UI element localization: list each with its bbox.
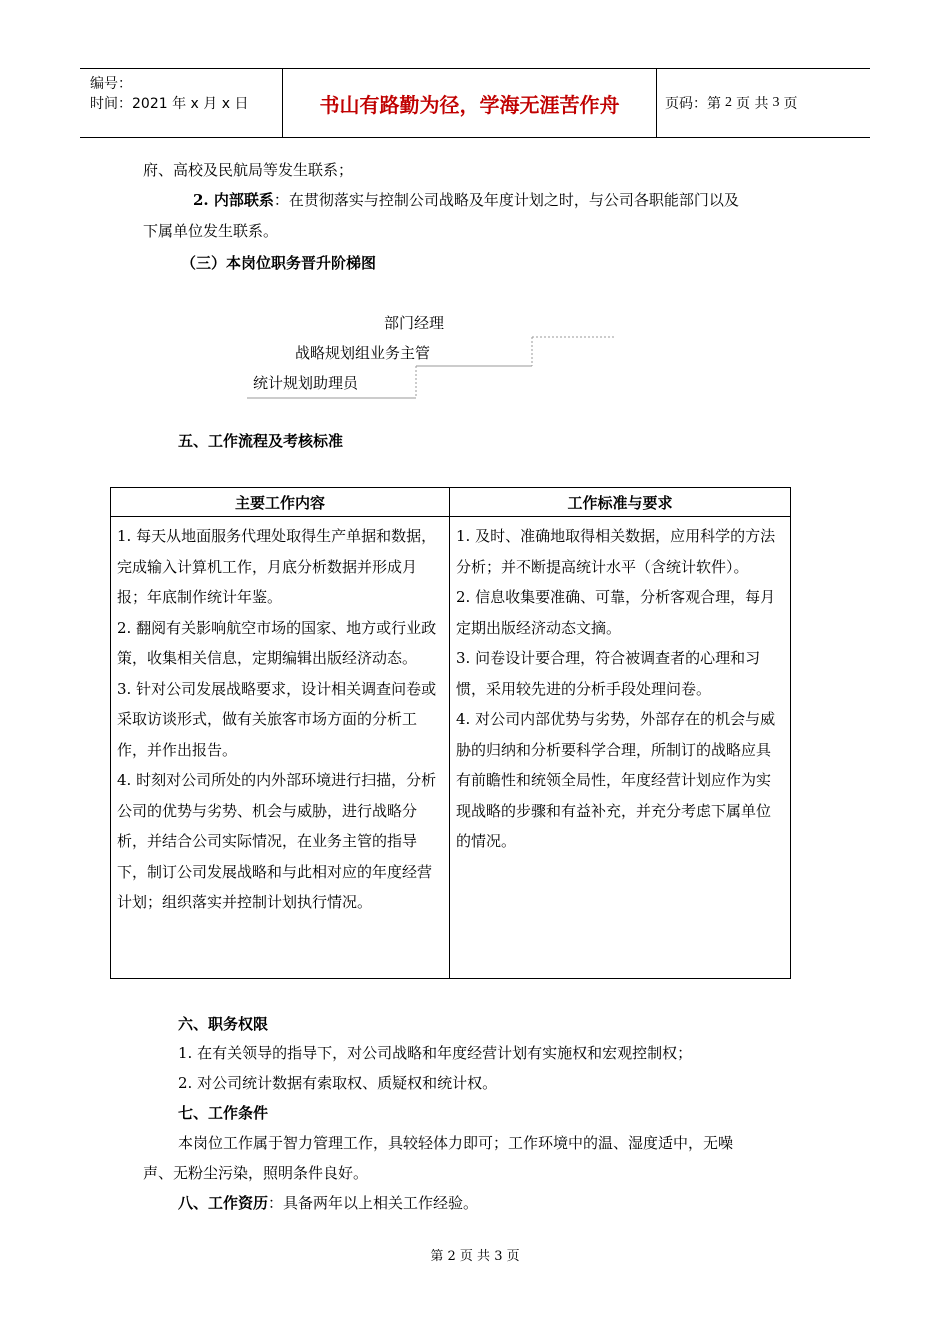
work-item: 1. 每天从地面服务代理处取得生产单据和数据，完成输入计算机工作，月底分析数据并形成月报；年底制作统计年鉴。: [117, 527, 437, 606]
page-current: 2: [725, 95, 732, 110]
work-item: 3. 针对公司发展战略要求，设计相关调查问卷或采取访谈形式，做有关旅客市场方面的分析工作，并作出报告。: [117, 679, 437, 759]
standard-item: 4. 对公司内部优势与劣势，外部存在的机会与威胁的归纳和分析要科学合理，所制订的战略应具有前瞻性和统领全局性，年度经营计划应作为实现战略的步骤和有益补充，并充分考虑下属单位的情况。: [456, 710, 776, 850]
section7-title: 七、工作条件: [178, 1104, 269, 1122]
ladder-heading: （三）本岗位职务晋升阶梯图: [181, 254, 377, 272]
qualification-line: [178, 1193, 478, 1213]
header-motto: 书山有路勤为径，学海无涯苦作舟: [283, 69, 657, 137]
standard-item: 1. 及时、准确地取得相关数据，应用科学的方法分析；并不断提高统计水平（含统计软件）。: [456, 527, 776, 576]
work-item: 4. 时刻对公司所处的内外部环境进行扫描，分析公司的优势与劣势、机会与威胁，进行战略分析，并结合公司实际情况，在业务主管的指导下，制订公司发展战略和与此相对应的年度经营计划；组织落实并控制计划执行情况。: [117, 771, 437, 911]
conditions-line-1: 本岗位工作属于智力管理工作，具较轻体力即可；工作环境中的温、湿度适中，无噪: [178, 1134, 734, 1152]
authority-item-1: 1. 在有关领导的指导下，对公司战略和年度经营计划有实施权和宏观控制权；: [178, 1044, 693, 1062]
standard-cell: [450, 517, 791, 979]
promotion-ladder: [0, 0, 950, 420]
section8-title: 八、工作资历: [178, 1194, 269, 1212]
section5-title: 五、工作流程及考核标准: [178, 432, 344, 450]
work-item: 2. 翻阅有关影响航空市场的国家、地方或行业政策，收集相关信息，定期编辑出版经济动态。: [117, 618, 437, 667]
internal-contact-text: ：在贯彻落实与控制公司战略及年度计划之时，与公司各职能部门以及: [273, 191, 739, 209]
ladder-level-middle: 战略规划组业务主管: [295, 344, 431, 362]
table-row: [111, 517, 791, 979]
standard-item: 2. 信息收集要准确、可靠，分析客观合理，每月定期出版经济动态文摘。: [456, 588, 776, 637]
col-header-work: 主要工作内容: [111, 488, 450, 517]
intro-line-1: 府、高校及民航局等发生联系；: [143, 161, 354, 179]
work-standard-table: [110, 487, 791, 979]
section6-title: 六、职务权限: [178, 1015, 269, 1033]
page-total: 3: [772, 95, 780, 110]
table-header-row: [111, 488, 791, 517]
time-label: 时间：2021 年 x 月 x 日: [90, 96, 249, 112]
internal-contact-cont: 下属单位发生联系。: [143, 222, 279, 240]
internal-contact-label: 2. 内部联系: [193, 191, 274, 209]
col-header-standard: 工作标准与要求: [450, 488, 791, 517]
section8-text: ：具备两年以上相关工作经验。: [268, 1194, 479, 1212]
standard-item: 3. 问卷设计要合理，符合被调查者的心理和习惯，采用较先进的分析手段处理问卷。: [456, 649, 761, 698]
work-content-cell: [111, 517, 450, 979]
ladder-level-top: 部门经理: [384, 314, 445, 332]
page-suffix: 页: [783, 96, 798, 112]
page-footer: 第 2 页 共 3 页: [430, 1249, 520, 1264]
serial-label: 编号：: [90, 76, 132, 92]
page-mid: 页 共: [736, 96, 769, 112]
ladder-level-bottom: 统计规划助理员: [253, 374, 359, 392]
conditions-line-2: 声、无粉尘污染，照明条件良好。: [143, 1164, 369, 1182]
page-prefix: 页码：第: [665, 96, 721, 112]
authority-item-2: 2. 对公司统计数据有索取权、质疑权和统计权。: [178, 1074, 498, 1092]
